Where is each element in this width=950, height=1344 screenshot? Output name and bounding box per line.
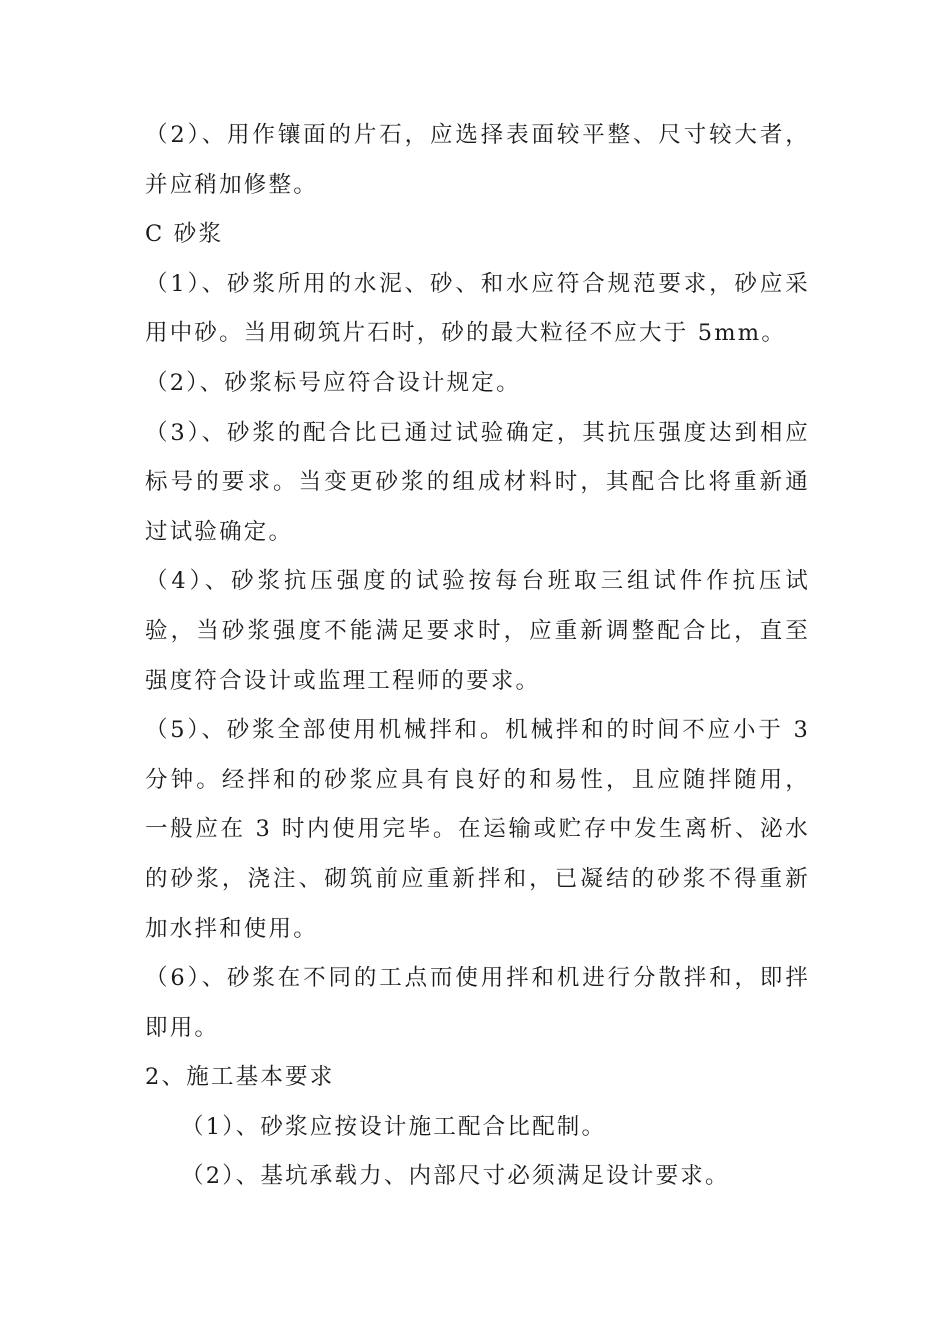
section-heading-mortar: C 砂浆 xyxy=(145,221,224,248)
paragraph-strength-test: （4）、砂浆抗压强度的试验按每台班取三组试件作抗压试验，当砂浆强度不能满足要求时，应重新调整配合比，直至强度符合设计或监理工程师的要求。 xyxy=(145,568,810,694)
paragraph-mortar-grade: （2）、砂浆标号应符合设计规定。 xyxy=(145,369,521,396)
paragraph-mortar-materials: （1）、砂浆所用的水泥、砂、和水应符合规范要求，砂应采用中砂。当用砌筑片石时，砂的最大粒径不应大于 5mm。 xyxy=(145,270,810,347)
paragraph-mix-design: （1）、砂浆应按设计施工配合比配制。 xyxy=(181,1113,607,1140)
paragraph-stone-facing: （2）、用作镶面的片石，应选择表面较平整、尺寸较大者，并应稍加修整。 xyxy=(145,122,810,198)
section-heading-construction-requirements: 2、施工基本要求 xyxy=(145,1064,335,1091)
document-page xyxy=(145,111,810,1202)
paragraph-foundation-pit: （2）、基坑承载力、内部尺寸必须满足设计要求。 xyxy=(181,1163,730,1190)
paragraph-mix-ratio: （3）、砂浆的配合比已通过试验确定，其抗压强度达到相应标号的要求。当变更砂浆的组成材料时，其配合比将重新通过试验确定。 xyxy=(145,419,810,545)
paragraph-dispersed-mixing: （6）、砂浆在不同的工点而使用拌和机进行分散拌和，即拌即用。 xyxy=(145,965,810,1041)
paragraph-mechanical-mixing: （5）、砂浆全部使用机械拌和。机械拌和的时间不应小于 3分钟。经拌和的砂浆应具有良好的和易性，且应随拌随用，一般应在 3 时内使用完毕。在运输或贮存中发生离析、泌水的砂浆，浇注、砌筑前应重新拌和，已凝结的砂浆不得重新加水拌和使用。 xyxy=(145,717,810,942)
